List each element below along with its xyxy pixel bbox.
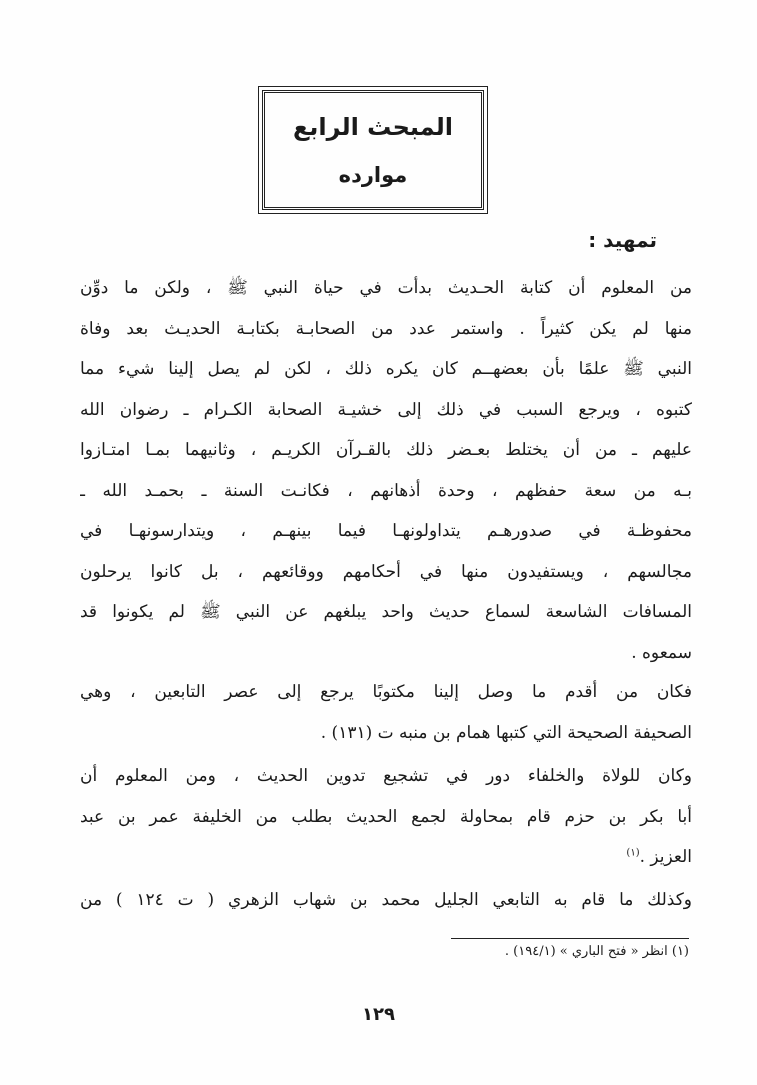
paragraph-2 — [80, 672, 692, 753]
text-line: أبا بكر بن حزم قام بمحاولة لجمع الحديث بطلب من الخليفة عمر بن عبد — [80, 806, 692, 827]
text-line: محفوظـة في صدورهـم يتداولونهـا فيما بينهـم ، ويتدارسونهـا في — [80, 521, 692, 541]
text-line: العزيز . — [639, 847, 692, 867]
footnote: (١) انظر « فتح الباري » (١٩٤/١) . — [504, 944, 689, 959]
footnote-marker: (١) — [626, 847, 640, 859]
text-line-with-note — [80, 837, 692, 878]
intro-heading: تمهيد : — [588, 228, 657, 252]
text-line: وكذلك ما قام به التابعي الجليل محمد بن شهاب الزهري ( ت ١٢٤ ) من — [80, 890, 692, 910]
paragraph-3 — [80, 756, 692, 878]
text-line: فكان من أقدم ما وصل إلينا مكتوبًا يرجع إلى عصر التابعين ، وهي — [80, 682, 692, 702]
text-line: من المعلوم أن كتابة الحـديث بدأت في حياة النبي ﷺ ، ولكن ما دوِّن — [80, 278, 692, 298]
text-line: كتبوه ، ويرجع السبب في ذلك إلى خشيـة الصحابة الكـرام ـ رضوان الله — [80, 399, 692, 420]
text-line: الصحيفة الصحيحة التي كتبها همام بن منبه ت (١٣١) . — [320, 722, 692, 743]
paragraph-1 — [80, 268, 692, 673]
footnote-divider — [451, 938, 689, 939]
text-line: وكان للولاة والخلفاء دور في تشجيع تدوين الحديث ، ومن المعلوم أن — [80, 766, 692, 786]
text-line: سمعوه . — [631, 642, 692, 663]
text-line: مجالسهم ، ويستفيدون منها في أحكامهم ووقائعهم ، بل كانوا يرحلون — [80, 561, 692, 582]
section-title-frame — [262, 90, 484, 210]
text-line: النبي ﷺ علمًا بأن بعضهــم كان يكره ذلك ، لكن لم يصل إلينا شيء مما — [80, 359, 692, 379]
text-line: بـه من سعة حفظهم ، وحدة أذهانهم ، فكانـت السنة ـ بحمـد الله ـ — [80, 480, 692, 501]
section-title: المبحث الرابع — [293, 113, 453, 141]
text-line: عليهم ـ من أن يختلط بعـضر ذلك بالقـرآن الكريـم ، وثانيهما بمـا امتـازوا — [80, 440, 692, 460]
section-subtitle: موارده — [338, 163, 408, 187]
text-line: المسافات الشاسعة لسماع حديث واحد يبلغهم عن النبي ﷺ لم يكونوا قد — [80, 602, 692, 622]
page-number: ١٢٩ — [362, 1004, 395, 1025]
text-line: منها لم يكن كثيراً . واستمر عدد من الصحابـة بكتابـة الحديـث بعد وفاة — [80, 318, 692, 339]
paragraph-4 — [80, 880, 692, 921]
